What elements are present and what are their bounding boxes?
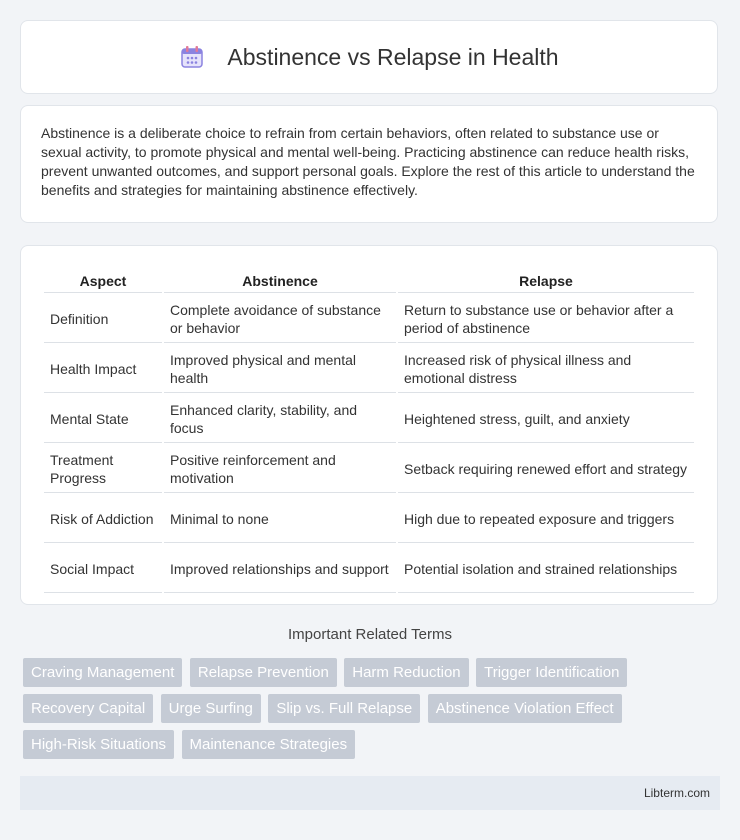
table-cell-abstinence: Enhanced clarity, stability, and focus (164, 395, 396, 443)
column-header-abstinence: Abstinence (164, 268, 396, 293)
table-cell-relapse: High due to repeated exposure and triggers (398, 495, 694, 543)
table-cell-aspect: Mental State (44, 395, 162, 443)
table-cell-relapse: Setback requiring renewed effort and strategy (398, 445, 694, 493)
related-term-tag[interactable]: Maintenance Strategies (182, 730, 356, 759)
related-terms-list (23, 658, 723, 766)
table-row (44, 545, 694, 593)
related-term-tag[interactable]: Slip vs. Full Relapse (268, 694, 420, 723)
column-header-aspect: Aspect (44, 268, 162, 293)
table-cell-abstinence: Improved relationships and support (164, 545, 396, 593)
table-cell-relapse: Return to substance use or behavior after a period of abstinence (398, 295, 694, 343)
column-header-relapse: Relapse (398, 268, 694, 293)
comparison-table (42, 266, 696, 595)
table-row (44, 345, 694, 393)
table-cell-relapse: Potential isolation and strained relationships (398, 545, 694, 593)
table-cell-abstinence: Positive reinforcement and motivation (164, 445, 396, 493)
table-cell-aspect: Social Impact (44, 545, 162, 593)
related-term-tag[interactable]: High-Risk Situations (23, 730, 174, 759)
intro-card (20, 105, 718, 223)
table-cell-aspect: Health Impact (44, 345, 162, 393)
related-term-tag[interactable]: Trigger Identification (476, 658, 627, 687)
table-row (44, 295, 694, 343)
table-cell-abstinence: Complete avoidance of substance or behavior (164, 295, 396, 343)
table-cell-relapse: Heightened stress, guilt, and anxiety (398, 395, 694, 443)
related-term-tag[interactable]: Craving Management (23, 658, 182, 687)
intro-text: Abstinence is a deliberate choice to refrain from certain behaviors, often related to substance use or sexual activity, to promote physical and mental well-being. Practicing abstinence can reduce health risks, prevent unwanted outcomes, and support personal goals. Explore the rest of this article to understand the benefits and strategies for maintaining abstinence effectively. (41, 125, 695, 198)
page-title: Abstinence vs Relapse in Health (227, 43, 559, 70)
table-row (44, 395, 694, 443)
comparison-card (20, 245, 718, 605)
footer-site-link[interactable]: Libterm.com (643, 786, 710, 800)
related-term-tag[interactable]: Abstinence Violation Effect (428, 694, 622, 723)
related-terms-title: Important Related Terms (288, 626, 452, 643)
related-term-tag[interactable]: Relapse Prevention (190, 658, 337, 687)
table-cell-abstinence: Minimal to none (164, 495, 396, 543)
footer (20, 776, 720, 810)
table-row (44, 445, 694, 493)
header-card (20, 20, 718, 94)
table-cell-abstinence: Improved physical and mental health (164, 345, 396, 393)
table-cell-aspect: Risk of Addiction (44, 495, 162, 543)
table-cell-aspect: Definition (44, 295, 162, 343)
table-cell-relapse: Increased risk of physical illness and emotional distress (398, 345, 694, 393)
calendar-icon (179, 44, 205, 70)
table-row (44, 495, 694, 543)
related-term-tag[interactable]: Harm Reduction (344, 658, 468, 687)
related-term-tag[interactable]: Urge Surfing (161, 694, 261, 723)
related-term-tag[interactable]: Recovery Capital (23, 694, 153, 723)
table-header-row (44, 268, 694, 293)
table-cell-aspect: Treatment Progress (44, 445, 162, 493)
